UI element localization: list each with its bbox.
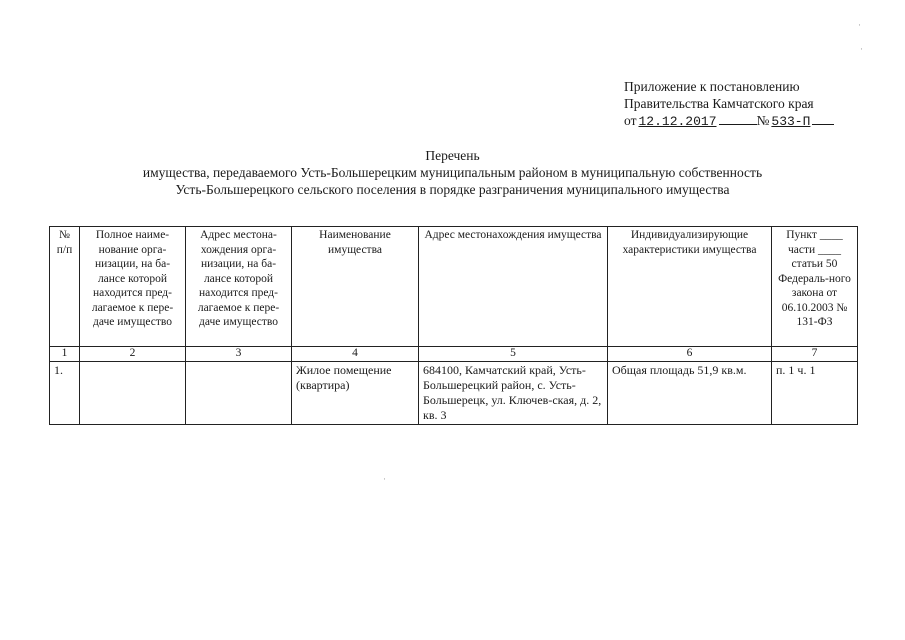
column-number-cell: 2	[80, 347, 186, 362]
row-characteristics-cell: Общая площадь 51,9 кв.м.	[608, 362, 772, 425]
header-cell-org-address: Адрес местона-хождения орга-низации, на ба-лансе которой находится пред-лагаемое к пере-даче имущество	[186, 227, 292, 347]
title-line-1: Перечень	[425, 148, 480, 163]
row-org-address-cell	[186, 362, 292, 425]
property-table	[49, 226, 858, 425]
header-cell-number: № п/п	[50, 227, 80, 347]
appendix-line-2: Правительства Камчатского края	[624, 96, 814, 111]
column-number-cell: 4	[292, 347, 419, 362]
header-cell-property-address: Адрес местонахождения имущества	[419, 227, 608, 347]
header-cell-clause: Пункт ____ части ____ статьи 50 Федераль-ного закона от 06.10.2003 № 131-ФЗ	[772, 227, 858, 347]
row-property-address-cell: 684100, Камчатский край, Усть-Большерецкий район, с. Усть-Большерецк, ул. Ключев-ская, д. 2, кв. 3	[419, 362, 608, 425]
header-cell-property-name: Наименование имущества	[292, 227, 419, 347]
appendix-number: 533-П	[771, 114, 811, 129]
appendix-date-number	[624, 112, 834, 130]
header-cell-characteristics: Индивидуализирующие характеристики имущества	[608, 227, 772, 347]
title-line-3: Усть-Большерецкого сельского поселения в порядке разграничения муниципального имущества	[175, 182, 730, 197]
appendix-date-fill	[719, 112, 757, 125]
row-number-cell: 1.	[50, 362, 80, 425]
column-number-cell: 6	[608, 347, 772, 362]
column-number-cell: 3	[186, 347, 292, 362]
row-property-name-cell: Жилое помещение (квартира)	[292, 362, 419, 425]
appendix-header	[624, 78, 834, 130]
row-clause-cell: п. 1 ч. 1	[772, 362, 858, 425]
row-org-name-cell	[80, 362, 186, 425]
scan-speck: ·	[858, 20, 861, 30]
appendix-date-prefix: от	[624, 113, 637, 128]
column-number-row	[50, 347, 858, 362]
header-cell-org-name: Полное наиме-нование орга-низации, на ба-лансе которой находится пред-лагаемое к пере-даче имущество	[80, 227, 186, 347]
column-number-cell: 7	[772, 347, 858, 362]
appendix-number-label: №	[756, 113, 770, 128]
column-number-cell: 5	[419, 347, 608, 362]
appendix-line-1: Приложение к постановлению	[624, 79, 800, 94]
scan-speck: ·	[383, 474, 386, 484]
column-number-cell: 1	[50, 347, 80, 362]
title-line-2: имущества, передаваемого Усть-Большерецким муниципальным районом в муниципальную собственность	[142, 165, 763, 180]
table-row	[50, 362, 858, 425]
scan-speck: ·	[860, 44, 863, 54]
table-header-row	[50, 227, 858, 347]
appendix-number-fill	[812, 112, 834, 125]
appendix-date: 12.12.2017	[638, 114, 717, 129]
document-title	[40, 147, 865, 198]
